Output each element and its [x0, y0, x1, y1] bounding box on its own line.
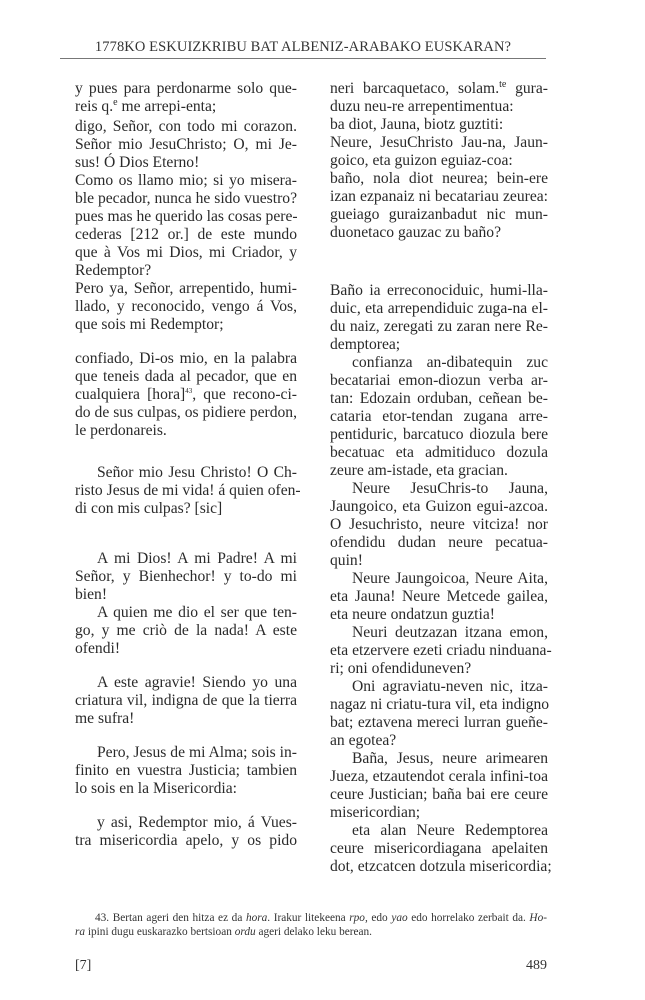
text-line: baño, nola diot neurea; bein-ere — [330, 170, 548, 187]
text-line: ri; oni ofendiduneven? — [330, 660, 472, 677]
text-line: bien! — [75, 586, 108, 603]
text-line: duonetaco gauzac zu baño? — [330, 224, 502, 241]
text-line: an egotea? — [330, 732, 397, 749]
text-line: nagaz ni criatu-tura vil, eta indigno — [330, 696, 550, 713]
text-line: goico, eta guizon eguiaz-coa: — [330, 152, 513, 169]
text-line: ba diot, Jauna, biotz guztiti: — [330, 116, 504, 133]
text-line: confianza an-dibatequin zuc — [352, 354, 548, 371]
text-line: tan: Edozain orduban, ceñean be- — [330, 390, 548, 407]
text-line: Neure Jaungoicoa, Neure Aita, — [352, 570, 548, 587]
text-line: dot, etzcatcen dotzula misericordia; — [330, 858, 552, 875]
text-line: demptorea; — [330, 336, 401, 353]
text-line: Pero ya, Señor, arrepentido, humi- — [75, 280, 297, 297]
text-line: que teneis dada al pecador, que en — [75, 368, 297, 385]
text-line: O Jesuchristo, neure vitciza! nor — [330, 516, 548, 533]
text-line: ble pecador, nunca he sido vuestro? — [75, 190, 297, 207]
text-line: A mi Dios! A mi Padre! A mi — [97, 550, 297, 567]
text-line: Jueza, etzautendot cerala infini-toa — [330, 768, 548, 785]
text-line: A este agravie! Siendo yo una — [97, 674, 297, 691]
text-line: izan ezpanaiz ni becatariau zeurea: — [330, 188, 548, 205]
text-line: Señor mio Jesu Christo! O Ch- — [97, 464, 297, 481]
superscript-abbrev: te — [499, 79, 507, 90]
text-line: A quien me dio el ser que ten- — [97, 604, 297, 621]
text-line: ofendi! — [75, 640, 121, 657]
footnote-line-1: 43. Bertan ageri den hitza ez da hora. Irakur litekeena rpo, edo yao edo horrelako zerbait da. Ho- — [95, 912, 547, 924]
text-line: eta Jauna! Neure Metcede gailea, — [330, 588, 548, 605]
text-line: Como os llamo mio; si yo misera- — [75, 172, 297, 189]
text-line: neri barcaquetaco, solam.$^{te}$ gura- — [330, 79, 548, 97]
text-line: pentiduric, barcatuco diozula bere — [330, 426, 548, 443]
text-line: di con mis culpas? [sic] — [75, 500, 223, 517]
footnote-line-2: ra ipini dugu euskarazko bertsioan ordu ageri delako leku berean. — [75, 925, 373, 938]
superscript-abbrev: e — [113, 97, 118, 108]
text-line: me sufra! — [75, 710, 135, 727]
text-line: Baño ia erreconociduic, humi-lla- — [330, 282, 548, 299]
text-line: do de sus culpas, os pidiere perdon, — [75, 404, 297, 421]
text-line: du naiz, zeregati zu zaran nere Re- — [330, 318, 548, 335]
text-line: duzu neu-re arrepentimentua: — [330, 98, 514, 115]
text-line: ofendidu dudan neure pecatua- — [330, 534, 548, 551]
text-line: becatariai emon-diozun verba ar- — [330, 372, 548, 389]
text-line: Señor, y Bienhechor! y to-do mi — [75, 568, 297, 585]
text-line: quin! — [330, 552, 363, 569]
text-line: cederas [212 or.] de este mundo — [75, 226, 297, 243]
text-line: ceure Justician; baña bai ere ceure — [330, 786, 548, 803]
text-line: le perdonareis. — [75, 422, 167, 439]
text-line: ceure misericordiagana apelaiten — [330, 840, 548, 857]
text-line: cualquiera [hora]$^{43}$, que recono-ci- — [75, 386, 297, 403]
text-line: Neure, JesuChristo Jau-na, Jaun- — [330, 134, 548, 151]
text-line: que sois mi Redemptor; — [75, 316, 224, 333]
text-line: digo, Señor, con todo mi corazon. — [75, 118, 297, 135]
text-line: becatuac eta admitiduco dozula — [330, 444, 548, 461]
running-head: 1778KO ESKUIZKRIBU BAT ALBENIZ-ARABAKO EUSKARAN? — [94, 39, 512, 55]
text-line: bat; eztavena mereci lurran gueñe- — [330, 714, 548, 731]
text-line: finito en vuestra Justicia; tambien — [75, 762, 297, 779]
text-line: Señor mio JesuChristo; O, mi Je- — [75, 136, 297, 153]
text-line: que à Vos mi Dios, mi Criador, y — [75, 244, 297, 261]
text-line: Pero, Jesus de mi Alma; sois in- — [97, 744, 297, 761]
text-line: tra misericordia apelo, y os pido — [75, 832, 297, 849]
text-line: lo sois en la Misericordia: — [75, 780, 237, 797]
text-line: y pues para perdonarme solo que- — [75, 80, 297, 97]
text-line: cataria etor-tendan zugana arre- — [330, 408, 548, 425]
folio-bracket-number: [7] — [75, 958, 92, 973]
text-line: eta neure ondatzun guztia! — [330, 606, 495, 623]
text-line: llado, y reconocido, vengo á Vos, — [75, 298, 297, 315]
text-line: misericordian; — [330, 804, 421, 821]
text-line: duic, eta arrependiduic zuga-na el- — [330, 300, 548, 317]
footnote-ref-43[interactable]: 43 — [185, 387, 193, 395]
text-line: Oni agraviatu-neven nic, itza- — [352, 678, 548, 695]
text-line: eta etzervere ezeti criadu ninduana- — [330, 642, 552, 659]
header-rule — [60, 58, 546, 59]
text-line: Neure JesuChris-to Jauna, — [352, 480, 548, 497]
text-line: criatura vil, indigna de que la tierra — [75, 692, 297, 709]
text-line: Redemptor? — [75, 262, 152, 279]
text-line: go, y me criò de la nada! A este — [75, 622, 297, 639]
text-line: sus! Ó Dios Eterno! — [75, 154, 200, 171]
text-line: Jaungoico, eta Guizon egui-azcoa. — [330, 498, 548, 515]
text-line: risto Jesus de mi vida! á quien ofen- — [75, 482, 301, 499]
text-line: Neuri deutzazan itzana emon, — [352, 624, 548, 641]
text-line: y asi, Redemptor mio, á Vues- — [97, 814, 297, 831]
text-line: zeure am-istade, eta gracian. — [330, 462, 508, 479]
text-line: gueiago guraizanbadut nic mun- — [330, 206, 548, 223]
text-line: pues mas he querido las cosas pere- — [75, 208, 298, 225]
text-line: reis q.$^e$ me arrepi-enta; — [75, 97, 217, 115]
page-number: 489 — [526, 958, 547, 973]
text-line: eta alan Neure Redemptorea — [352, 822, 548, 839]
text-line: confiado, Di-os mio, en la palabra — [75, 350, 297, 367]
text-line: Baña, Jesus, neure arimearen — [352, 750, 548, 767]
